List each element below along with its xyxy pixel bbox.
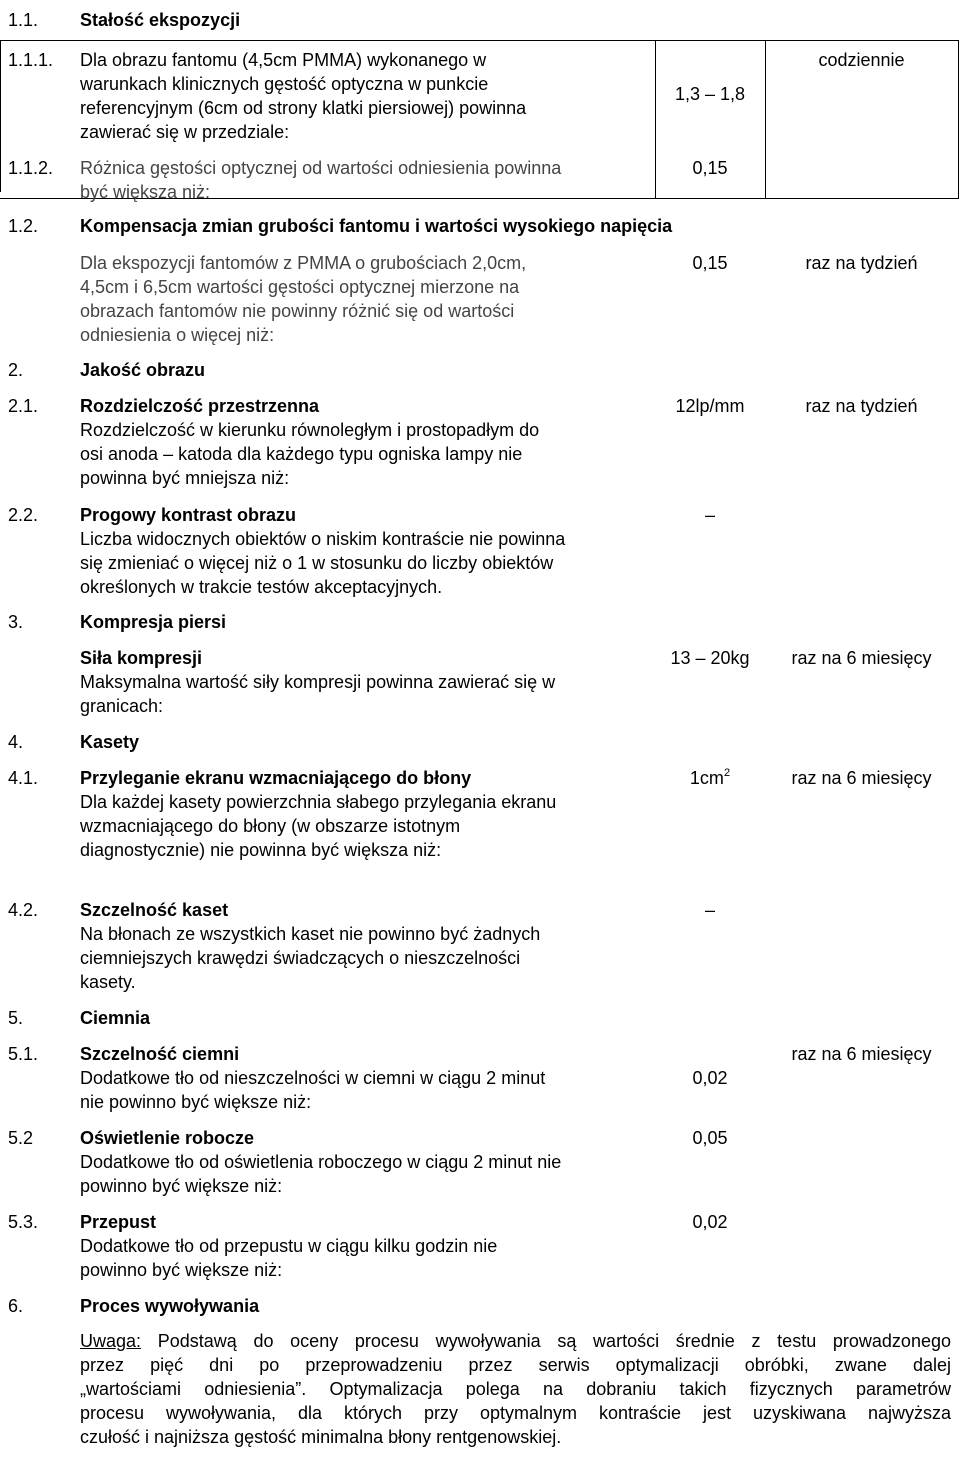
- requirement-text: Różnica gęstości optycznej od wartości odniesienia powinna być większa niż:: [80, 158, 562, 202]
- section-number: 4.: [8, 732, 24, 752]
- table-border-top: [0, 40, 959, 41]
- subsection-title: Szczelność ciemni: [80, 1044, 240, 1064]
- requirement-text: Na błonach ze wszystkich kaset nie powinno być żadnych ciemniejszych krawędzi świadczących o nieszczelności kasety.: [80, 924, 541, 992]
- section-title: Ciemnia: [80, 1008, 151, 1028]
- requirement-text: Dodatkowe tło od przepustu w ciągu kilku godzin nie powinno być większe niż:: [80, 1236, 498, 1280]
- requirement-text: Dla ekspozycji fantomów z PMMA o grubościach 2,0cm, 4,5cm i 6,5cm wartości gęstości optycznej mierzone na obrazach fantomów nie powinny różnić się od wartości odniesienia o więcej niż:: [80, 253, 527, 345]
- requirement-text: Dodatkowe tło od nieszczelności w ciemni w ciągu 2 minut nie powinno być większe niż:: [80, 1068, 546, 1112]
- section-number: 1.1.2.: [8, 158, 54, 178]
- subsection-title: Przyleganie ekranu wzmacniającego do błony: [80, 768, 472, 788]
- limit-value: 1,3 – 1,8: [674, 84, 746, 104]
- section-number: 5.1.: [8, 1044, 39, 1064]
- limit-value: 13 – 20kg: [670, 648, 750, 668]
- section-number: 2.: [8, 360, 24, 380]
- subsection-title: Przepust: [80, 1212, 157, 1232]
- subsection-title: Oświetlenie robocze: [80, 1128, 255, 1148]
- section-number: 5.2: [8, 1128, 34, 1148]
- section-title: Kompensacja zmian grubości fantomu i wartości wysokiego napięcia: [80, 216, 673, 236]
- section-number: 5.: [8, 1008, 24, 1028]
- subsection-title: Progowy kontrast obrazu: [80, 505, 297, 525]
- limit-value: $1cm^2$: [689, 767, 731, 788]
- requirement-text: Maksymalna wartość siły kompresji powinna zawierać się w granicach:: [80, 672, 556, 716]
- section-number: 1.1.1.: [8, 50, 54, 70]
- subsection-title: Siła kompresji: [80, 648, 203, 668]
- test-frequency: raz na tydzień: [805, 396, 918, 416]
- table-border-right: [958, 40, 959, 198]
- limit-value: –: [704, 900, 715, 920]
- note-line: „wartościami odniesienia”. Optymalizacja polega na dobraniu takich fizycznych parametrów: [80, 1379, 951, 1399]
- note-line: procesu wywoływania, dla których przy optymalnym kontraście jest uzyskiwana najwyższa: [80, 1403, 951, 1423]
- section-number: 3.: [8, 612, 24, 632]
- section-number: 1.2.: [8, 216, 39, 236]
- requirement-text: Dla każdej kasety powierzchnia słabego przylegania ekranu wzmacniającego do błony (w obszarze istotnym diagnostycznie) nie powinna być większa niż:: [80, 792, 557, 860]
- limit-value: 12lp/mm: [675, 396, 745, 416]
- section-title: Kasety: [80, 732, 140, 752]
- section-title: Kompresja piersi: [80, 612, 227, 632]
- section-number: 4.1.: [8, 768, 39, 788]
- test-frequency: raz na 6 miesięcy: [791, 768, 932, 788]
- requirement-text: Liczba widocznych obiektów o niskim kontraście nie powinna się zmieniać o więcej niż o 1 w stosunku do liczby obiektów określonych w trakcie testów akceptacyjnych.: [80, 529, 566, 597]
- limit-value: –: [704, 505, 715, 525]
- requirement-text: Dla obrazu fantomu (4,5cm PMMA) wykonanego w warunkach klinicznych gęstość optyczna w punkcie referencyjnym (6cm od strony klatki piersiowej) powinna zawierać się w przedziale:: [80, 50, 527, 142]
- section-number: 6.: [8, 1296, 24, 1316]
- section-number: 4.2.: [8, 900, 39, 920]
- limit-value: 0,02: [692, 1212, 728, 1232]
- table-border-left: [0, 40, 1, 192]
- limit-value: 0,15: [692, 253, 728, 273]
- subsection-title: Szczelność kaset: [80, 900, 229, 920]
- limit-value: 0,05: [692, 1128, 728, 1148]
- limit-value: 0,15: [692, 158, 728, 178]
- note-line: czułość i najniższa gęstość minimalna błony rentgenowskiej.: [80, 1427, 562, 1447]
- test-frequency: codziennie: [818, 50, 905, 70]
- note-line: przez pięć dni po przeprowadzeniu przez serwis optymalizacji obróbki, zwane dalej: [80, 1355, 951, 1375]
- subsection-title: Rozdzielczość przestrzenna: [80, 396, 320, 416]
- section-number: 2.2.: [8, 505, 39, 525]
- section-title: Jakość obrazu: [80, 360, 206, 380]
- note-paragraph: [80, 1329, 951, 1449]
- section-number: 1.1.: [8, 10, 39, 30]
- limit-value: 0,02: [692, 1068, 728, 1088]
- requirement-text: Rozdzielczość w kierunku równoległym i prostopadłym do osi anoda – katoda dla każdego typu ogniska lampy nie powinna być mniejsza niż:: [80, 420, 540, 488]
- section-title-exposure-stability: Stałość ekspozycji: [80, 10, 241, 30]
- test-frequency: raz na 6 miesięcy: [791, 1044, 932, 1064]
- section-number: 5.3.: [8, 1212, 39, 1232]
- note-label: Uwaga:: [80, 1331, 142, 1351]
- requirement-text: Dodatkowe tło od oświetlenia roboczego w ciągu 2 minut nie powinno być większe niż:: [80, 1152, 562, 1196]
- note-line: Uwaga: Podstawą do oceny procesu wywoływania są wartości średnie z testu prowadzonego: [80, 1331, 951, 1351]
- test-frequency: raz na 6 miesięcy: [791, 648, 932, 668]
- section-title: Proces wywoływania: [80, 1296, 260, 1316]
- section-number: 2.1.: [8, 396, 39, 416]
- test-frequency: raz na tydzień: [805, 253, 918, 273]
